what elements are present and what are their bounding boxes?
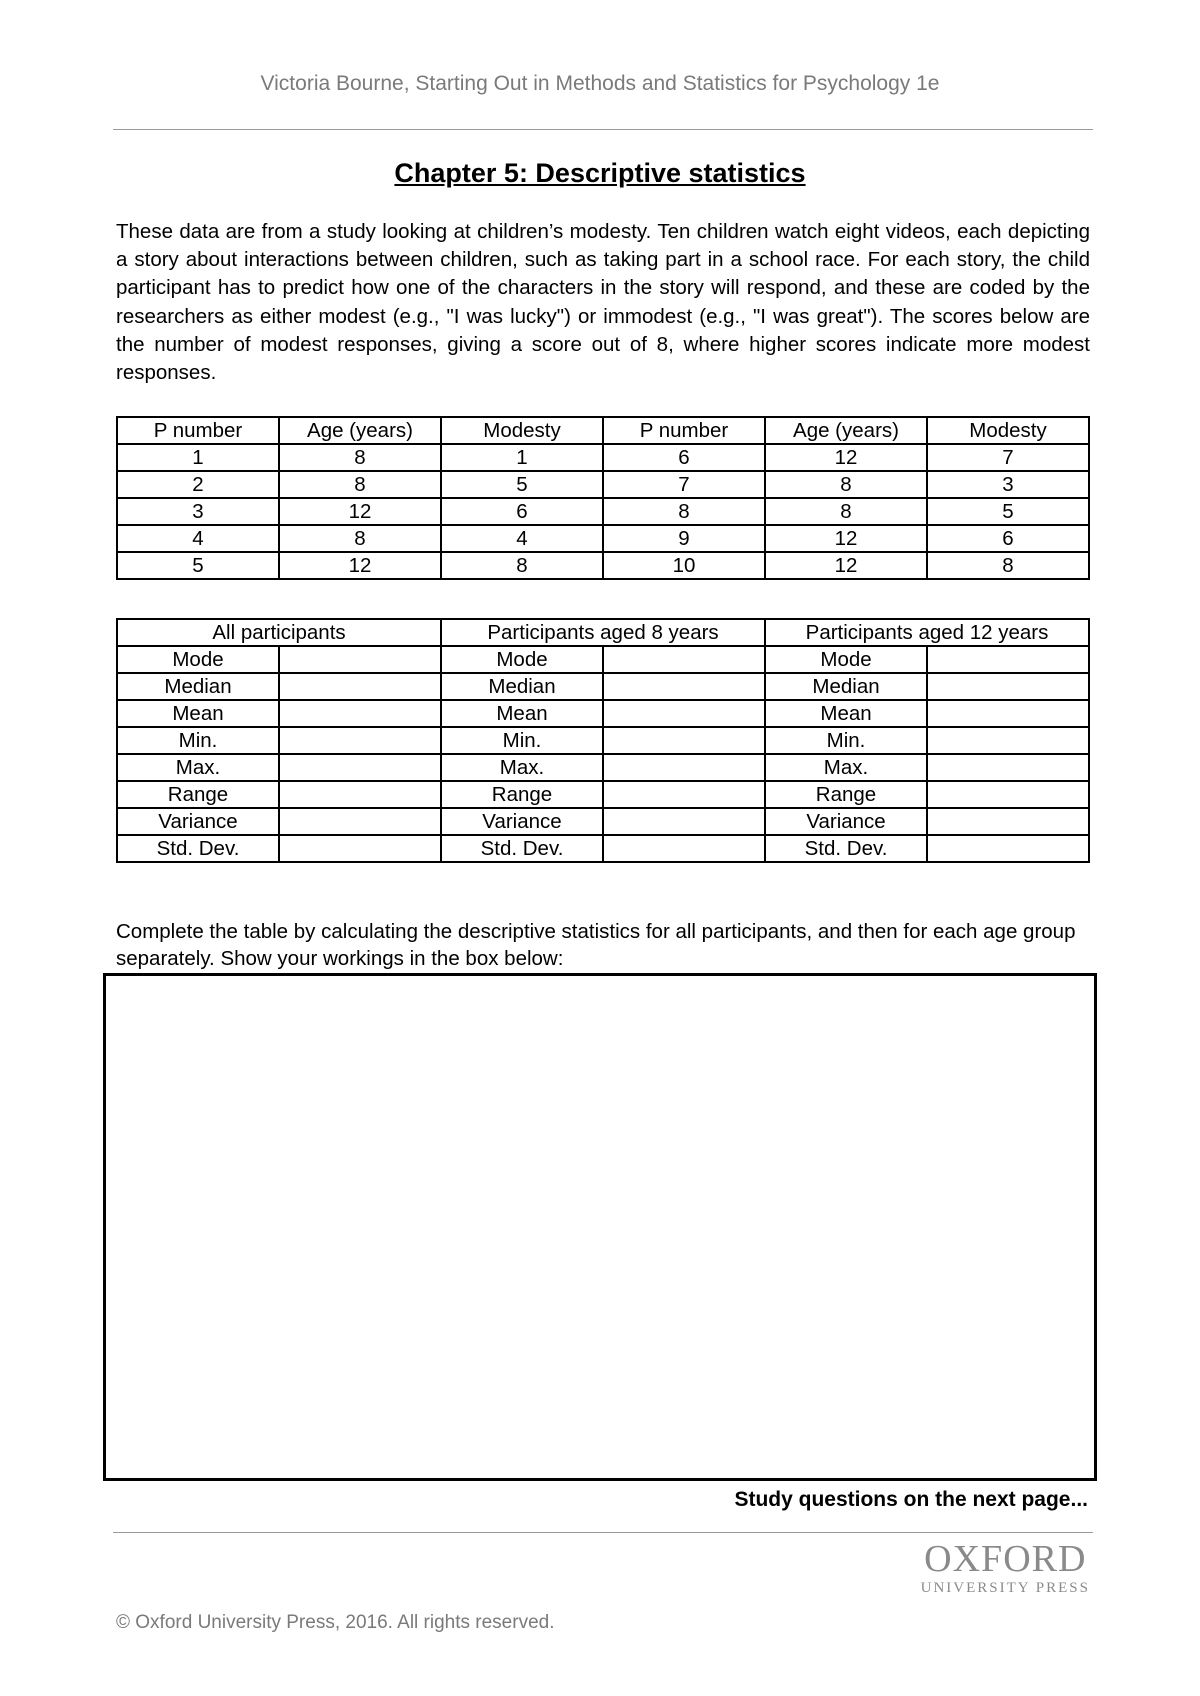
answer-cell[interactable] [927,754,1089,781]
table-row [117,525,1089,552]
table-cell: 12 [765,552,927,579]
statistics-row-max [117,754,1089,781]
measure-label: Std. Dev. [441,835,603,862]
answer-cell[interactable] [927,781,1089,808]
measure-label: Mode [117,646,279,673]
table-cell: 5 [927,498,1089,525]
answer-cell[interactable] [603,673,765,700]
table-cell: 3 [117,498,279,525]
header-cell: Modesty [927,417,1089,444]
table-row [117,471,1089,498]
table-cell: 12 [279,552,441,579]
answer-cell[interactable] [927,700,1089,727]
measure-label: Std. Dev. [765,835,927,862]
footer-divider [113,1532,1093,1533]
group-header-all: All participants [117,619,441,646]
statistics-row-range [117,781,1089,808]
table-cell: 6 [603,444,765,471]
table-cell: 8 [603,498,765,525]
table-cell: 6 [441,498,603,525]
answer-cell[interactable] [279,754,441,781]
running-header: Victoria Bourne, Starting Out in Methods and Statistics for Psychology 1e [260,72,940,95]
measure-label: Max. [117,754,279,781]
table-cell: 6 [927,525,1089,552]
measure-label: Max. [441,754,603,781]
answer-cell[interactable] [603,700,765,727]
header-divider [113,129,1093,130]
answer-cell[interactable] [927,808,1089,835]
answer-cell[interactable] [603,727,765,754]
measure-label: Mode [765,646,927,673]
answer-cell[interactable] [279,700,441,727]
table-cell: 2 [117,471,279,498]
answer-cell[interactable] [279,646,441,673]
measure-label: Range [765,781,927,808]
answer-cell[interactable] [603,835,765,862]
table-cell: 8 [927,552,1089,579]
table-cell: 12 [279,498,441,525]
measure-label: Mean [117,700,279,727]
header-cell: Modesty [441,417,603,444]
next-page-note: Study questions on the next page... [734,1488,1088,1511]
table-cell: 7 [927,444,1089,471]
answer-cell[interactable] [603,754,765,781]
measure-label: Median [441,673,603,700]
publisher-subtitle: UNIVERSITY PRESS [920,1580,1090,1596]
statistics-group-header-row [117,619,1089,646]
table-cell: 8 [765,471,927,498]
answer-cell[interactable] [927,835,1089,862]
measure-label: Min. [117,727,279,754]
measure-label: Variance [117,808,279,835]
answer-cell[interactable] [279,727,441,754]
answer-cell[interactable] [603,781,765,808]
table-cell: 4 [441,525,603,552]
table-cell: 1 [441,444,603,471]
measure-label: Mean [441,700,603,727]
header-cell: P number [117,417,279,444]
table-cell: 9 [603,525,765,552]
table-cell: 10 [603,552,765,579]
answer-cell[interactable] [927,727,1089,754]
answer-cell[interactable] [279,673,441,700]
measure-label: Min. [441,727,603,754]
measure-label: Variance [441,808,603,835]
measure-label: Median [117,673,279,700]
table-cell: 8 [279,525,441,552]
group-header-age-8: Participants aged 8 years [441,619,765,646]
measure-label: Mode [441,646,603,673]
table-cell: 3 [927,471,1089,498]
workings-box[interactable] [103,973,1097,1481]
table-cell: 12 [765,444,927,471]
statistics-table [116,618,1090,863]
table-cell: 1 [117,444,279,471]
statistics-row-median [117,673,1089,700]
statistics-row-mode [117,646,1089,673]
header-cell: Age (years) [765,417,927,444]
answer-cell[interactable] [279,835,441,862]
table-cell: 8 [441,552,603,579]
table-cell: 8 [279,471,441,498]
intro-paragraph: These data are from a study looking at children’s modesty. Ten children watch eight videos, each depicting a story about interactions between children, such as taking part in a school race. For each story, the child participant has to predict how one of the characters in the story will respond, and these are coded by the researchers as either modest (e.g., "I was lucky") or immodest (e.g., "I was great"). The scores below are the number of modest responses, giving a score out of 8, where higher scores indicate more modest responses. [116,220,1090,385]
table-cell: 7 [603,471,765,498]
statistics-row-mean [117,700,1089,727]
measure-label: Range [117,781,279,808]
statistics-row-variance [117,808,1089,835]
table-row [117,552,1089,579]
statistics-row-std-dev [117,835,1089,862]
data-table [116,416,1090,580]
copyright-notice: © Oxford University Press, 2016. All rights reserved. [116,1612,555,1633]
table-cell: 4 [117,525,279,552]
answer-cell[interactable] [279,808,441,835]
group-header-age-12: Participants aged 12 years [765,619,1089,646]
data-table-header-row [117,417,1089,444]
table-cell: 8 [765,498,927,525]
measure-label: Mean [765,700,927,727]
table-cell: 5 [441,471,603,498]
publisher-name: OXFORD [924,1538,1087,1580]
page-title: Chapter 5: Descriptive statistics [394,158,806,188]
table-cell: 8 [279,444,441,471]
answer-cell[interactable] [927,646,1089,673]
answer-cell[interactable] [603,646,765,673]
measure-label: Min. [765,727,927,754]
measure-label: Variance [765,808,927,835]
table-row [117,498,1089,525]
answer-cell[interactable] [603,808,765,835]
measure-label: Range [441,781,603,808]
measure-label: Median [765,673,927,700]
statistics-row-min [117,727,1089,754]
answer-cell[interactable] [279,781,441,808]
answer-cell[interactable] [927,673,1089,700]
header-cell: Age (years) [279,417,441,444]
table-cell: 5 [117,552,279,579]
measure-label: Std. Dev. [117,835,279,862]
measure-label: Max. [765,754,927,781]
table-row [117,444,1089,471]
table-cell: 12 [765,525,927,552]
header-cell: P number [603,417,765,444]
instructions-text: Complete the table by calculating the descriptive statistics for all participants, and then for each age group separately. Show your workings in the box below: [116,920,1076,970]
publisher-logo [921,1539,1090,1597]
